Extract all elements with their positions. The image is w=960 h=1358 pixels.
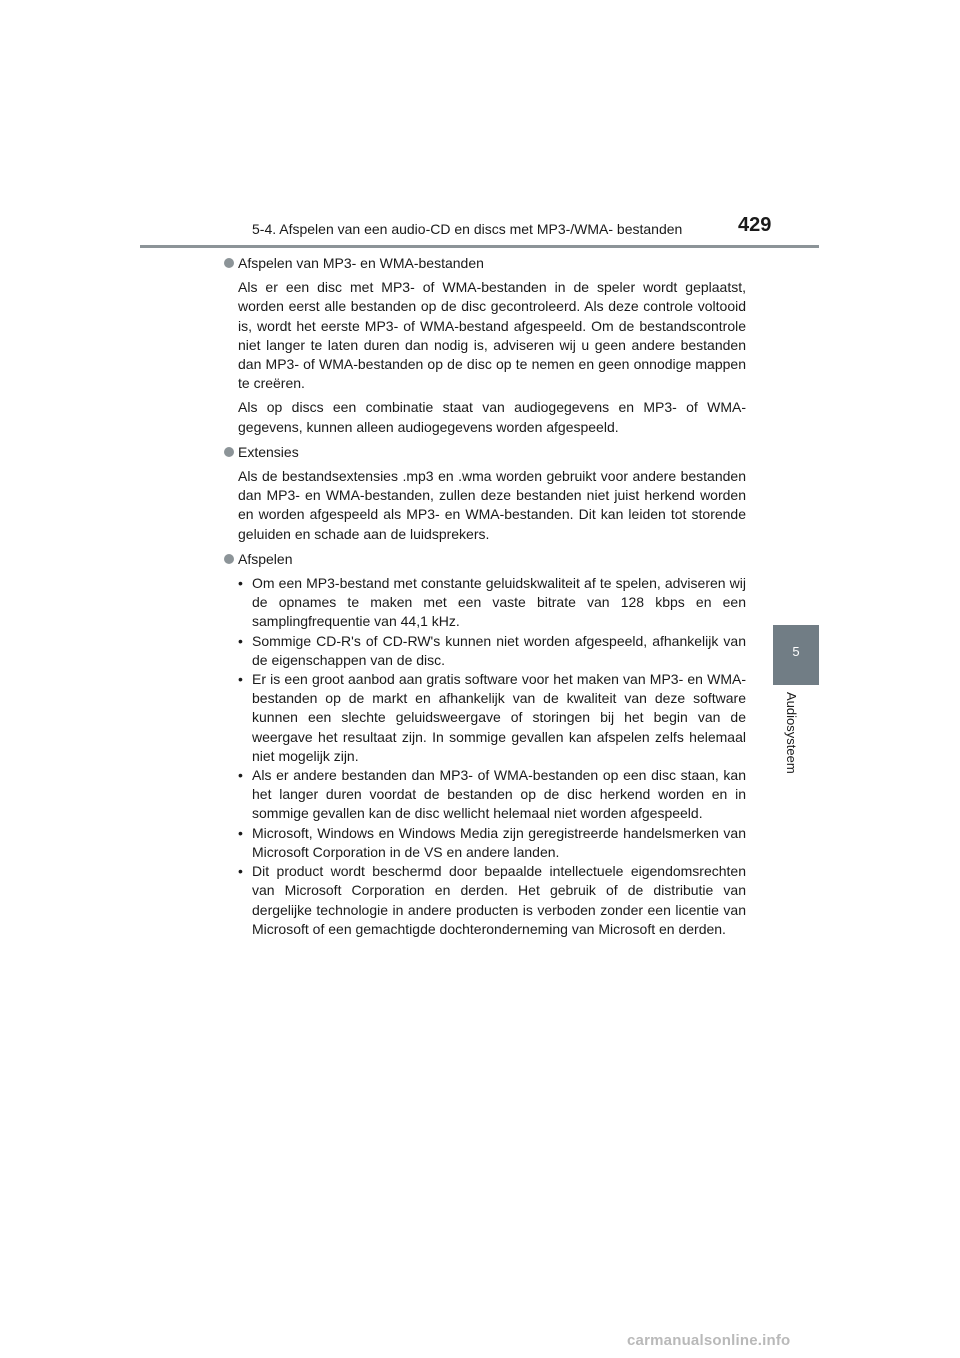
- list-bullet-icon: •: [238, 671, 243, 688]
- section-bullet-icon: [224, 258, 234, 268]
- section-heading: [222, 254, 746, 273]
- chapter-tab-number: 5: [792, 644, 800, 659]
- page-body: [222, 254, 746, 945]
- section-playback: [222, 550, 746, 939]
- list-item-text: Als er andere bestanden dan MP3- of WMA-bestanden op een disc staan, kan het langer duren voordat de bestanden op de disc herkend worden en in sommige gevallen kan de disc wellicht helemaal niet worden afgespeeld.: [252, 767, 746, 822]
- list-item: [238, 766, 746, 824]
- section-heading-text: Afspelen: [238, 550, 293, 567]
- list-item-text: Er is een groot aanbod aan gratis software voor het maken van MP3- en WMA-bestanden op de markt en afhankelijk van de kwaliteit van deze software kunnen een slechte geluidsweergave of storingen bij het begin van de weergave het resultaat zijn. In sommige gevallen kan afspelen zelfs helemaal niet mogelijk zijn.: [252, 671, 746, 764]
- list-item-text: Om een MP3-bestand met constante geluidskwaliteit af te spelen, adviseren wij de opnames te maken met een vaste bitrate van 128 kbps en een samplingfrequentie van 44,1 kHz.: [252, 575, 746, 630]
- header-title: 5-4. Afspelen van een audio-CD en discs met MP3-/WMA- bestanden: [252, 221, 683, 237]
- list-item: [238, 574, 746, 632]
- section-extensions: [222, 443, 746, 544]
- section-heading: [222, 550, 746, 569]
- list-item: [238, 632, 746, 670]
- footer-watermark: carmanualsonline.info: [627, 1332, 791, 1349]
- paragraph: Als de bestandsextensies .mp3 en .wma worden gebruikt voor andere bestanden dan MP3- en WMA-bestanden, zullen deze bestanden niet juist herkend worden en worden afgespeeld als MP3- en WMA-bestanden. Dit kan leiden tot storende geluiden en schade aan de luidsprekers.: [238, 468, 746, 542]
- list-item: [238, 824, 746, 862]
- list-item: [238, 670, 746, 766]
- list-item-text: Sommige CD-R's of CD-RW's kunnen niet worden afgespeeld, afhankelijk van de eigenschappen van de disc.: [252, 632, 746, 668]
- list-bullet-icon: •: [238, 575, 243, 592]
- header-divider: [140, 245, 819, 248]
- section-bullet-icon: [224, 554, 234, 564]
- chapter-tab-label: Audiosysteem: [784, 692, 799, 774]
- list-item-text: Dit product wordt beschermd door bepaalde intellectuele eigendomsrechten van Microsoft Corporation en derden. Het gebruik of de distributie van dergelijke technologie in andere producten is verboden zonder een licentie van Microsoft of een gemachtigde dochteronderneming van Microsoft en derden.: [252, 863, 746, 937]
- list-bullet-icon: •: [238, 824, 243, 841]
- section-heading-text: Afspelen van MP3- en WMA-bestanden: [238, 255, 484, 271]
- paragraph: Als er een disc met MP3- of WMA-bestanden in de speler wordt geplaatst, worden eerst alle bestanden op de disc gecontroleerd. Als deze controle voltooid is, wordt het eerste MP3- of WMA-bestand afgespeeld. Om de bestandscontrole niet langer te laten duren dan nodig is, adviseren wij u geen andere bestanden dan MP3- of WMA-bestanden op de disc op te nemen en geen onnodige mappen te creëren.: [238, 279, 746, 392]
- section-heading-text: Extensies: [238, 443, 299, 460]
- playback-notes-list: [238, 574, 746, 939]
- page-number: 429: [738, 214, 772, 236]
- list-item-text: Microsoft, Windows en Windows Media zijn geregistreerde handelsmerken van Microsoft Corporation in de VS en andere landen.: [252, 824, 746, 860]
- list-item: [238, 862, 746, 939]
- list-bullet-icon: •: [238, 767, 243, 784]
- list-bullet-icon: •: [238, 632, 243, 649]
- section-heading: [222, 443, 746, 462]
- list-bullet-icon: •: [238, 863, 243, 880]
- section-mp3-wma-playback: [222, 254, 746, 437]
- section-bullet-icon: [224, 447, 234, 457]
- paragraph: Als op discs een combinatie staat van audiogegevens en MP3- of WMA-gegevens, kunnen alleen audiogegevens worden afgespeeld.: [238, 399, 746, 435]
- chapter-tab: [773, 625, 819, 685]
